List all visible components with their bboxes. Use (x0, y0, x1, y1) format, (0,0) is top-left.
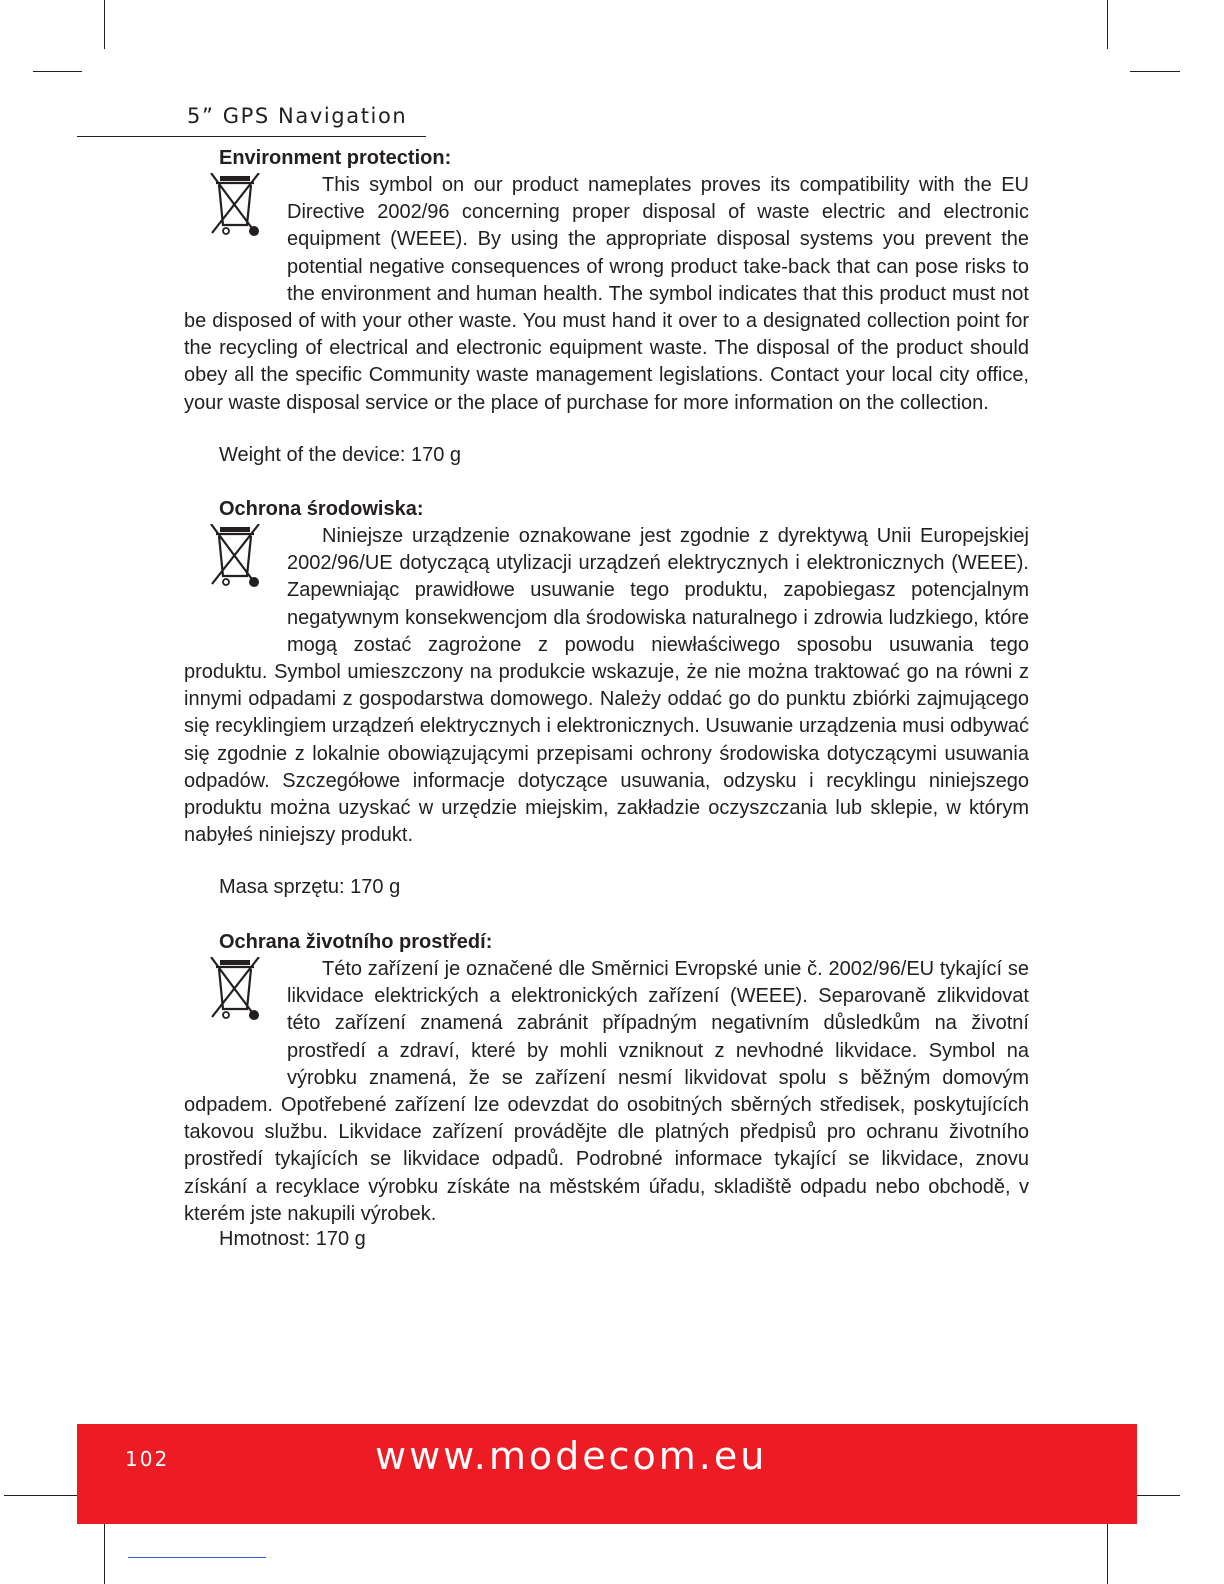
website-link[interactable]: www.modecom.eu (375, 1434, 768, 1478)
section-title: Ochrana životního prostředí: (219, 931, 493, 953)
crop-mark (104, 1517, 105, 1584)
crop-mark (1130, 71, 1180, 72)
page-number: 102 (125, 1447, 170, 1471)
footer-bar (77, 1424, 1137, 1524)
blue-rule (128, 1557, 266, 1558)
crop-mark (1107, 0, 1108, 49)
section-title: Environment protection: (219, 147, 452, 169)
device-weight: Hmotnost: 170 g (219, 1228, 366, 1250)
section-body: Niniejsze urządzenie oznakowane jest zgodnie z dyrektywą Unii Europejskiej 2002/96/UE dotyczącą utylizacji urządzeń elektrycznych i elektronicznych (WEEE). Zapewniając prawidłowe usuwanie tego produktu, zapobiegasz potencjalnym negatywnym konsekwencjom dla środowiska naturalnego i zdrowia ludzkiego, które mogą zostać zagrożone z powodu niewłaściwego sposobu usuwania tego produktu. Symbol umieszczony na produkcie wskazuje, że nie można traktować go na równi z innymi odpadami z gospodarstwa domowego. Należy oddać go do punktu zbiórki zajmującego się recyklingiem urządzeń elektrycznych i elektronicznych. Usuwanie urządzenia musi odbywać się zgodnie z lokalnie obowiązującymi przepisami ochrony środowiska dotyczącymi usuwania odpadów. Szczegółowe informacje dotyczące usuwania, odzysku i recyklingu niniejszego produktu można uzyskać w urzędzie miejskim, zakładzie oczyszczania lub sklepie, w którym nabyłeś niniejszy produkt. (184, 525, 1029, 847)
crop-mark (104, 0, 105, 49)
section-title: Ochrona środowiska: (219, 498, 424, 520)
crop-mark (4, 1495, 84, 1496)
page-header-title: 5” GPS Navigation (187, 104, 408, 128)
device-weight: Weight of the device: 170 g (219, 444, 462, 466)
section-body: Této zařízení je označené dle Směrnici Evropské unie č. 2002/96/EU tykající se likvidace elektrických a elektronických zařízení (WEEE). Separovaně zlikvidovat této zařízení znamená zabránit případným negativním důsledkům na životní prostředí a zdraví, které by mohli vzniknout z nevhodné likvidace. Symbol na výrobku znamená, že se zařízení nesmí likvidovat spolu s běžným domovým odpadem. Opotřebené zařízení lze odevzdat do osobitných sběrných středisek, poskytujících takovou službu. Likvidace zařízení provádějte dle platných předpisů pro ochranu životního prostředí tykajících se likvidace odpadů. Podrobné informace tykající se likvidace, znovu získání a recyklace výrobku získáte na městském úřadu, skladiště odpadu nebo obchodě, v kterém jste nakupili výrobek. (184, 958, 1029, 1225)
crop-mark (33, 71, 82, 72)
header-divider (77, 136, 426, 137)
crop-mark (1107, 1517, 1108, 1584)
section-body: This symbol on our product nameplates proves its compatibility with the EU Directive 2002/96 concerning proper disposal of waste electric and electronic equipment (WEEE). By using the appropriate disposal systems you prevent the potential negative consequences of wrong product take-back that can pose risks to the environment and human health. The symbol indicates that this product must not be disposed of with your other waste. You must hand it over to a designated collection point for the recycling of electrical and electronic equipment waste. The disposal of the product should obey all the specific Community waste management legislations. Contact your local city office, your waste disposal service or the place of purchase for more information on the collection. (184, 174, 1029, 414)
crop-mark (1130, 1495, 1180, 1496)
device-weight: Masa sprzętu: 170 g (219, 876, 401, 898)
